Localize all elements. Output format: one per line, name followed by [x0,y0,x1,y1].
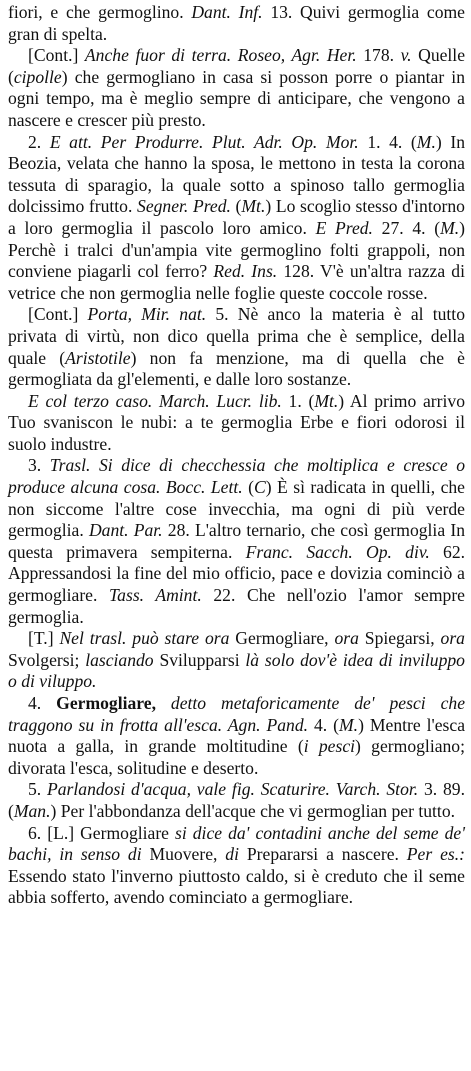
text-run: 178. [356,45,401,66]
italic-run: E Pred. [315,217,373,238]
italic-run: Nel trasl. può stare ora [59,628,230,649]
text-run: fiori, e che germoglino. [8,2,192,22]
text-run: 13. Quivi germoglia come gran di spelta. [8,2,465,44]
italic-run: si dice da' contadini anche del seme de' bachi, in senso di [8,822,465,865]
italic-run: detto metaforicamente de' pesci che traggono su in frotta all'esca. Agn. Pand. [8,693,466,735]
text-run: 27. 4. ( [372,217,441,238]
text-run: 5. [28,779,48,800]
italic-run: Trasl. Si dice di checchessia che moltiplica e cresce o produce alcuna cosa. Bocc. Lett. [8,455,466,498]
sense-4-pesci [8,693,465,779]
italic-run: Red. Ins. [213,261,278,282]
italic-run: ora [334,628,359,649]
text-run: ) È sì radicata in quelli, che non siccome l'altre cose invecchia, ma ogni di più verde germoglia. [8,477,465,541]
italic-run: E col terzo caso. March. Lucr. lib. [28,390,282,411]
sense-2-produrre [8,132,465,305]
italic-run: di [225,844,239,865]
italic-run: Porta, Mir. nat. [87,304,207,325]
italic-run: C [253,477,266,498]
sense-5-acqua [8,779,465,822]
italic-run: Dant. Par. [88,520,163,541]
text-run: Svilupparsi [153,649,246,670]
text-run: ) non fa menzione, ma di quella che è germogliata da gl'elementi, e dalle loro sostanze. [8,347,465,390]
text-run: ( [230,196,242,217]
text-run: 3. [28,455,50,476]
text-run: 128. V'è un'altra razza di vetrice che non germoglia nelle foglie queste coccole rosse. [8,261,465,303]
italic-run: M. [440,217,460,238]
italic-run: Man. [13,800,51,821]
italic-run: Mt. [241,196,266,217]
italic-run: M. [416,131,436,152]
text-run: [Cont.] [28,45,85,66]
italic-run: ora [440,628,465,649]
text-run: Muovere, [141,844,226,865]
italic-run: i pesci [303,736,356,757]
sense-6-seme-bachi [8,823,465,909]
italic-run: M. [339,714,359,735]
entry-cont-porta [8,304,465,390]
italic-run: Parlandosi d'acqua, vale fig. Scaturire. Varch. Stor. [47,779,419,800]
italic-run: Per es.: [406,844,465,865]
text-run: Spiegarsi, [358,628,441,649]
italic-run: E att. Per Produrre. Plut. Adr. Op. Mor. [49,131,359,152]
italic-run: Dant. Inf. [191,2,263,22]
italic-run: Tass. Amint. [109,585,202,606]
italic-run: v. [400,45,412,66]
italic-run: lasciando [85,649,154,670]
text-run: ) Mentre l'esca nuota a galla, in grande moltitudine ( [8,714,465,757]
text-run: ) Per l'abbondanza dell'acque che vi germoglian per tutto. [50,800,456,821]
text-run: 1. ( [281,390,315,411]
text-run: 6. [L.] Germogliare [28,822,176,843]
text-run: 3. 89. ( [8,779,465,821]
italic-run: cipolle [13,66,62,87]
text-run: 2. [28,131,50,152]
text-run: ) Lo scoglio stesso d'intorno a loro germoglia il pascolo loro amico. [8,196,465,238]
text-run: [T.] [28,628,60,649]
text-run: ) Perchè i tralci d'un'ampia vite germoglino folti grappoli, non conviene piagarli col ferro? [8,217,465,282]
entry-cont-anche-fuor-di-terra [8,45,465,131]
text-run: ) In Beozia, velata che hanno la sposa, le mettono in testa la corona tessuta di sparagio, la quale sotto a spinoso tallo germoglia dolcissimo frutto. [8,131,465,217]
italic-run: Aristotile [65,347,131,368]
text-run: Germogliare, [229,628,335,649]
italic-run: Anche fuor di terra. Roseo, Agr. Her. [84,45,357,66]
text-run: ) che germogliano in casa si posson porre o piantar in ogni tempo, ma è meglio sempre di anticipare, che vengono a nascere e crescer più presto. [8,66,465,130]
sense-3-traslato [8,455,465,628]
note-t-traslato [8,628,465,693]
text-run: ) germogliano; divorata l'esca, solitudine e deserto. [8,736,465,778]
text-run: Quelle ( [8,45,466,87]
entry-continuation [8,2,465,45]
text-run: 4. [28,693,57,713]
text-run: 1. 4. ( [358,131,417,152]
headword: Germogliare, [56,693,156,713]
italic-run: là solo dov'è idea di inviluppo o di viluppo. [8,649,465,692]
text-run: Svolgersi; [8,649,86,670]
text-run: 4. ( [308,714,340,735]
italic-run: Franc. Sacch. Op. div. [245,541,430,562]
text-run: ) Al primo arrivo Tuo svaniscon le nubi: a te germoglia Erbe e fiori odorosi il suolo industre. [8,390,465,454]
text-run: 28. L'altro ternario, che così germoglia In questa primavera sempiterna. [8,520,465,562]
text-run: 5. Nè anco la materia è al tutto privata di virtù, non dico quella prima che è semplice, della quale ( [8,304,465,368]
text-run: Prepararsi a nascere. [238,844,407,865]
sense-col-terzo-caso [8,391,465,456]
italic-run: Segner. Pred. [137,196,231,217]
text-run: 62. Appressandosi la fine del mio officio, pace e dovizia cominciò a germogliare. [8,541,466,606]
text-run: 22. Che nell'ozio l'amor sempre germoglia. [8,585,465,627]
text-run: Essendo stato l'inverno piuttosto caldo, si è creduto che il seme abbia sofferto, avendo cominciato a germogliare. [8,865,465,908]
italic-run: Mt. [314,390,339,411]
text-run: [Cont.] [28,304,88,325]
text-run: ( [242,477,254,498]
